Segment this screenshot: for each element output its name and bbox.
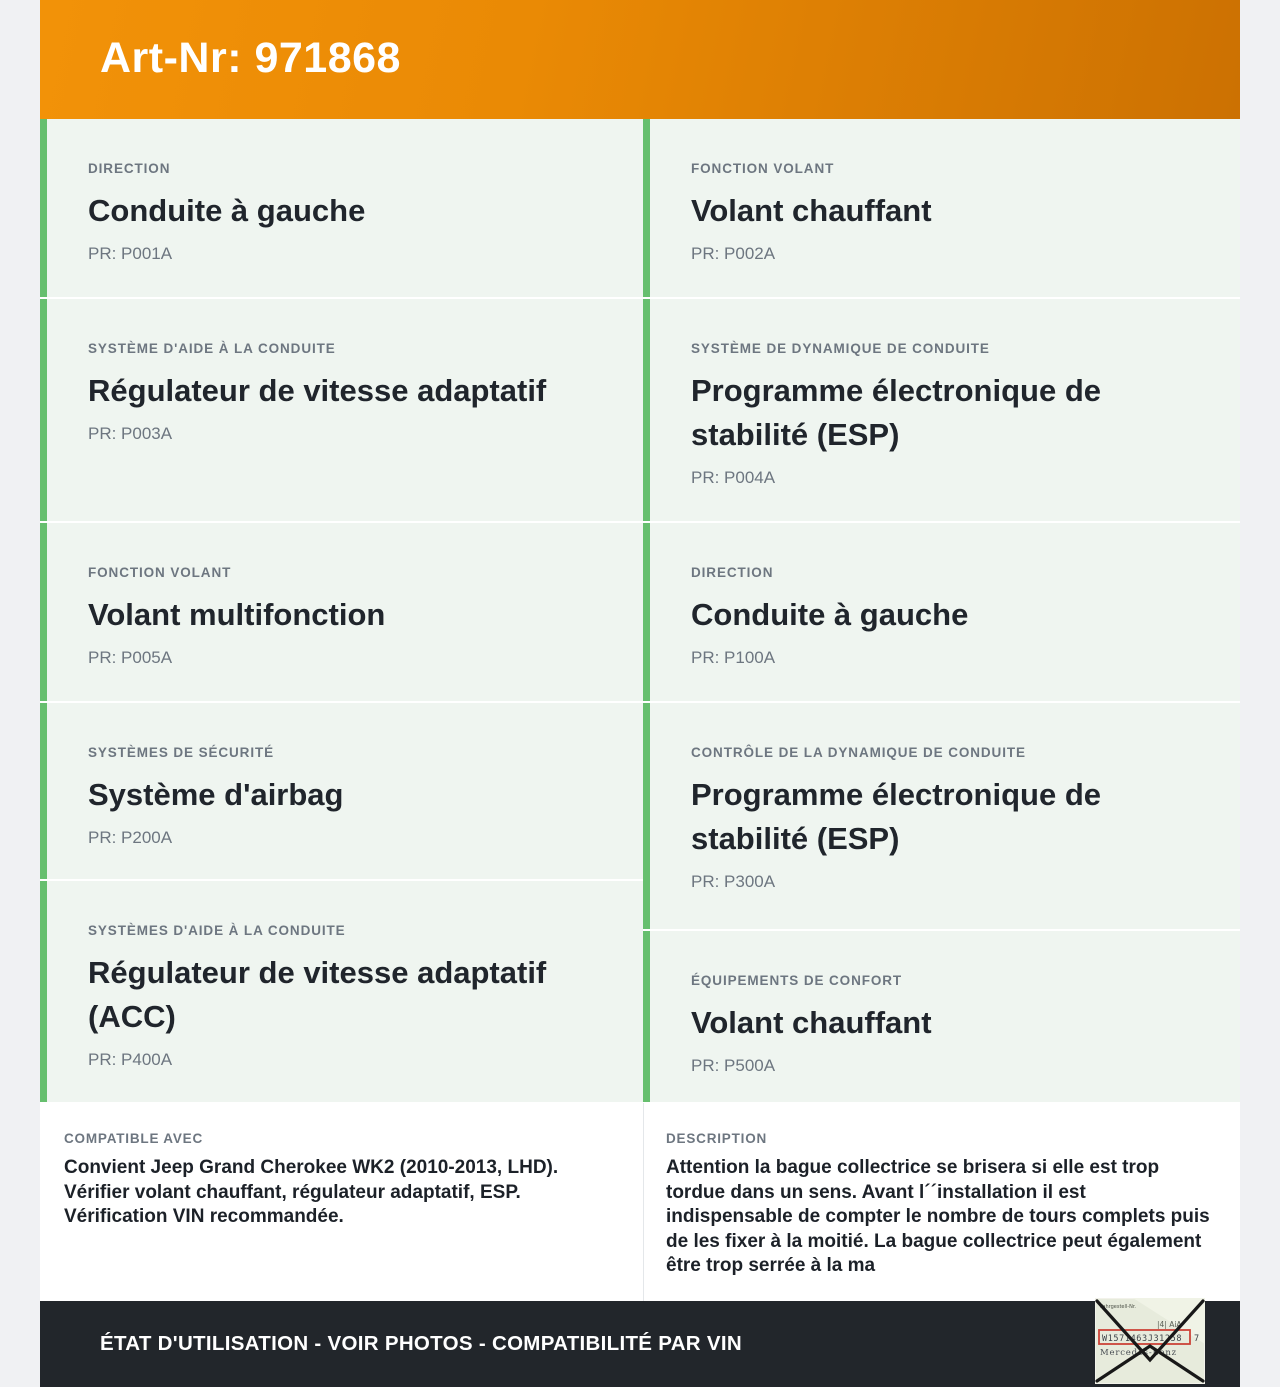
spec-card bbox=[40, 703, 643, 879]
card-category: SYSTÈME DE DYNAMIQUE DE CONDUITE bbox=[691, 341, 990, 356]
card-title: Régulateur de vitesse adaptatif bbox=[88, 373, 547, 408]
sticker-vin-suffix: 7 bbox=[1194, 1334, 1200, 1344]
card-category: ÉQUIPEMENTS DE CONFORT bbox=[691, 973, 903, 988]
card-title: Régulateur de vitesse adaptatif (ACC) bbox=[88, 955, 547, 1034]
compatibility-section bbox=[40, 1103, 643, 1301]
card-pr-code: PR: P003A bbox=[88, 424, 173, 443]
card-category: FONCTION VOLANT bbox=[88, 565, 232, 580]
card-category: FONCTION VOLANT bbox=[691, 161, 835, 176]
description-section bbox=[643, 1103, 1240, 1301]
card-pr-code: PR: P400A bbox=[88, 1050, 173, 1069]
spec-card bbox=[643, 299, 1240, 521]
spec-card bbox=[40, 523, 643, 701]
footer-bar bbox=[40, 1301, 1240, 1387]
card-pr-code: PR: P200A bbox=[88, 828, 173, 847]
info-section bbox=[40, 1103, 1240, 1301]
card-category: SYSTÈMES DE SÉCURITÉ bbox=[88, 745, 275, 760]
sticker-brand-text: Mercedes-Benz bbox=[1100, 1348, 1177, 1358]
spec-card bbox=[40, 119, 643, 297]
card-title: Conduite à gauche bbox=[88, 193, 366, 228]
page-title: Art-Nr: 971868 bbox=[100, 34, 401, 82]
spec-card bbox=[643, 523, 1240, 701]
card-pr-code: PR: P004A bbox=[691, 468, 776, 487]
card-title: Volant chauffant bbox=[691, 1005, 932, 1040]
card-pr-code: PR: P001A bbox=[88, 244, 173, 263]
card-category: CONTRÔLE DE LA DYNAMIQUE DE CONDUITE bbox=[691, 745, 1026, 760]
description-label: DESCRIPTION bbox=[666, 1131, 768, 1146]
card-pr-code: PR: P002A bbox=[691, 244, 776, 263]
compatibility-label: COMPATIBLE AVEC bbox=[64, 1131, 203, 1146]
sticker-tiny-label: Fahrgestell-Nr. bbox=[1100, 1304, 1137, 1310]
spec-card bbox=[40, 881, 643, 1102]
card-pr-code: PR: P500A bbox=[691, 1056, 776, 1075]
vin-sticker-image bbox=[1095, 1298, 1205, 1384]
spec-card bbox=[643, 119, 1240, 297]
card-category: DIRECTION bbox=[88, 161, 171, 176]
card-pr-code: PR: P300A bbox=[691, 872, 776, 891]
card-title: Système d'airbag bbox=[88, 777, 344, 812]
sticker-small-text: |4| AiA bbox=[1157, 1320, 1182, 1329]
card-title: Programme électronique de stabilité (ESP) bbox=[691, 777, 1102, 856]
card-title: Conduite à gauche bbox=[691, 597, 969, 632]
cards-column-right bbox=[643, 119, 1240, 1103]
spec-card bbox=[643, 931, 1240, 1102]
card-title: Programme électronique de stabilité (ESP) bbox=[691, 373, 1102, 452]
card-category: DIRECTION bbox=[691, 565, 774, 580]
spec-card bbox=[643, 703, 1240, 929]
spec-card bbox=[40, 299, 643, 521]
sticker-vin-text: W1571463J31258 bbox=[1102, 1334, 1183, 1344]
card-title: Volant chauffant bbox=[691, 193, 932, 228]
description-text: Attention la bague collectrice se brisera si elle est trop tordue dans un sens. Avant l´´installation il est indispensable de compter le nombre de tours complets puis de les fixer à la moitié. La bague collectrice peut également être trop serrée à la ma bbox=[666, 1157, 1210, 1276]
card-title: Volant multifonction bbox=[88, 597, 386, 632]
header bbox=[40, 0, 1240, 119]
footer-text: ÉTAT D'UTILISATION - VOIR PHOTOS - COMPATIBILITÉ PAR VIN bbox=[100, 1332, 742, 1355]
card-category: SYSTÈME D'AIDE À LA CONDUITE bbox=[88, 341, 336, 356]
cards-grid bbox=[40, 119, 1240, 1103]
card-pr-code: PR: P005A bbox=[88, 648, 173, 667]
cards-column-left bbox=[40, 119, 643, 1103]
compatibility-text: Convient Jeep Grand Cherokee WK2 (2010-2013, LHD). Vérifier volant chauffant, régulateur adaptatif, ESP. Vérification VIN recommandée. bbox=[64, 1157, 559, 1227]
page-container bbox=[40, 0, 1240, 1387]
card-category: SYSTÈMES D'AIDE À LA CONDUITE bbox=[88, 923, 346, 938]
card-pr-code: PR: P100A bbox=[691, 648, 776, 667]
